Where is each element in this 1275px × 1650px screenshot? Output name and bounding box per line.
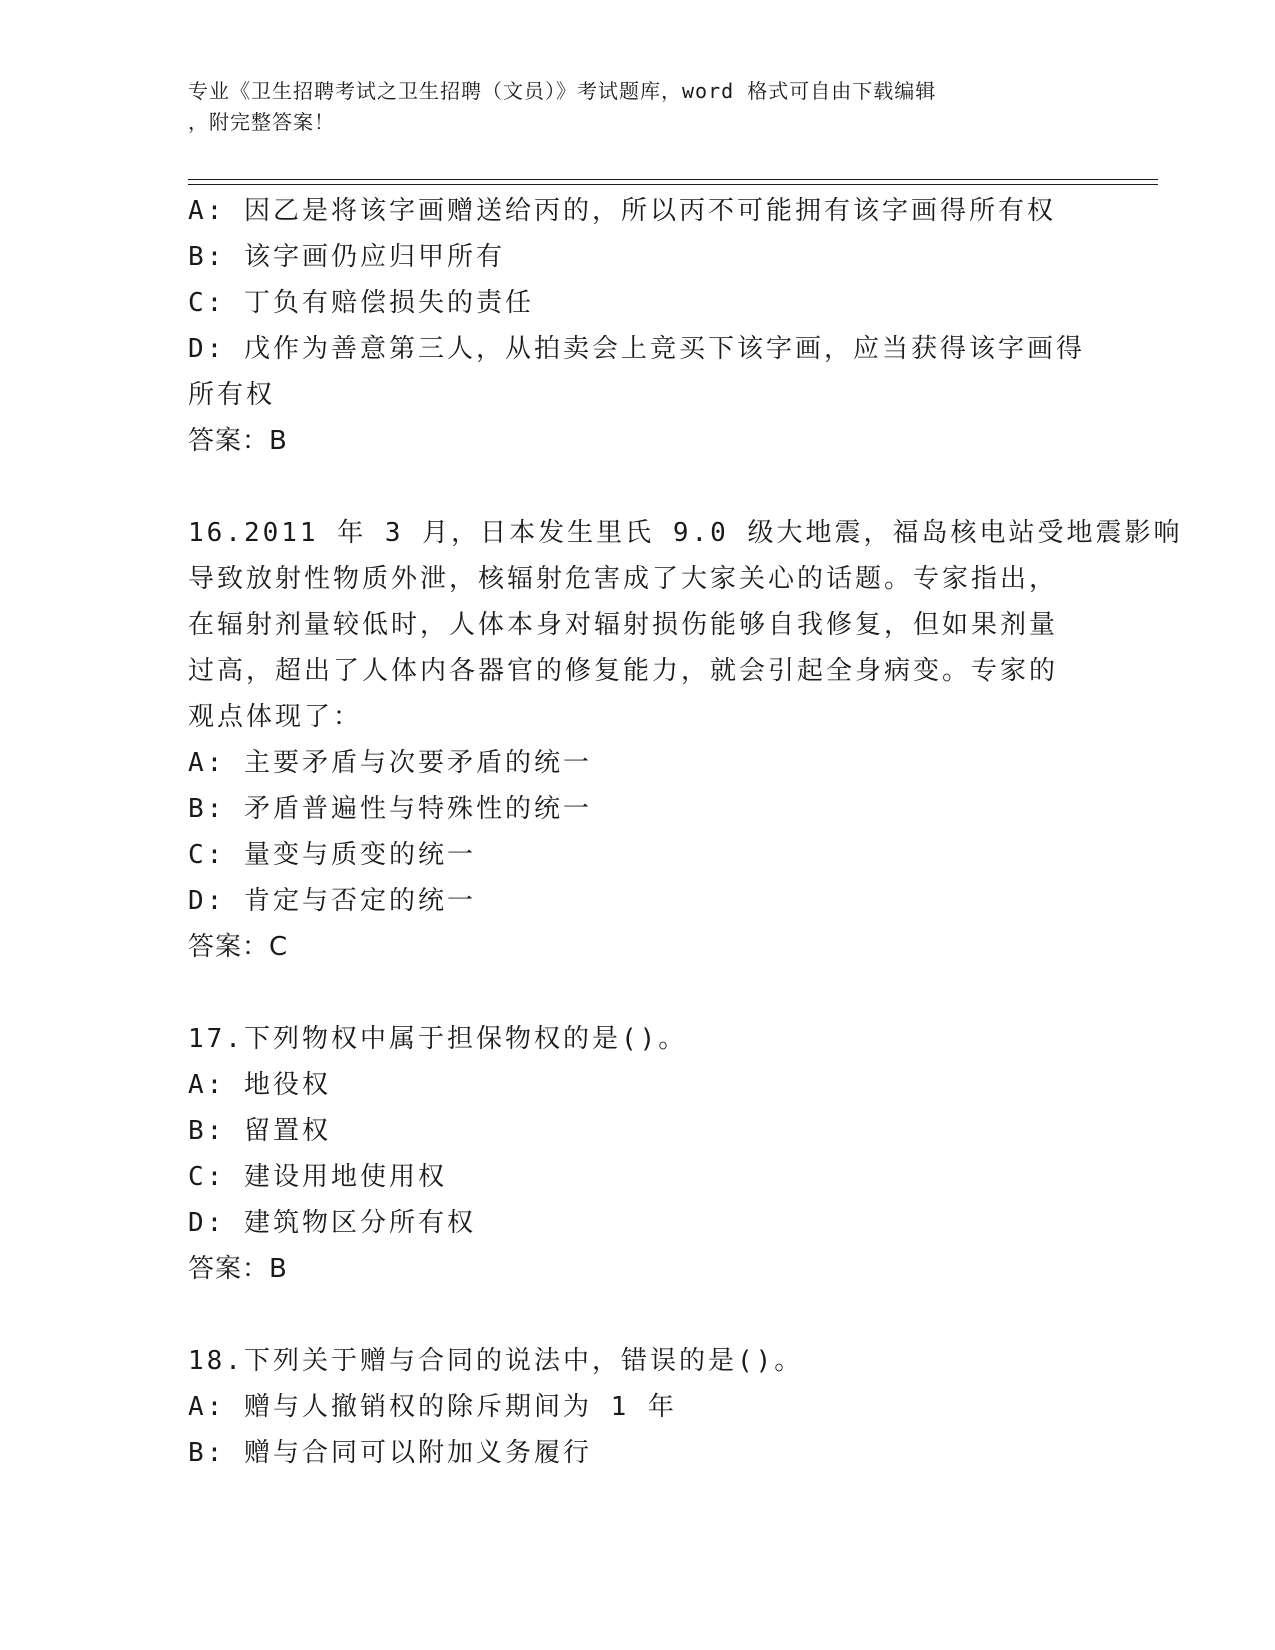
question-text-line: 过高，超出了人体内各器官的修复能力，就会引起全身病变。专家的 — [188, 656, 1059, 686]
header-line-1: 专业《卫生招聘考试之卫生招聘（文员）》考试题库，word 格式可自由下载编辑 — [188, 79, 937, 103]
document-body — [188, 188, 1183, 1476]
spacer — [188, 970, 1088, 1016]
option-b: B: 矛盾普遍性与特殊性的统一 — [188, 794, 592, 824]
spacer — [188, 1292, 1088, 1338]
document-header — [188, 76, 1088, 138]
answer: 答案：B — [188, 426, 288, 456]
answer: 答案：C — [188, 932, 289, 962]
option-d: D: 肯定与否定的统一 — [188, 886, 476, 916]
option-b: B: 留置权 — [188, 1116, 331, 1146]
question-text-line: 在辐射剂量较低时，人体本身对辐射损伤能够自我修复，但如果剂量 — [188, 610, 1059, 640]
option-a: A: 因乙是将该字画赠送给丙的，所以丙不可能拥有该字画得所有权 — [188, 196, 1056, 226]
option-b: B: 该字画仍应归甲所有 — [188, 242, 505, 272]
spacer — [188, 464, 1088, 510]
header-divider-bottom — [188, 184, 1158, 185]
option-d: D: 戊作为善意第三人，从拍卖会上竞买下该字画，应当获得该字画得 — [188, 334, 1085, 364]
option-c: C: 建设用地使用权 — [188, 1162, 447, 1192]
option-c: C: 丁负有赔偿损失的责任 — [188, 288, 534, 318]
question-text-line: 18.下列关于赠与合同的说法中，错误的是()。 — [188, 1346, 804, 1376]
header-line-2: ，附完整答案！ — [188, 110, 335, 134]
answer: 答案：B — [188, 1254, 288, 1284]
option-a: A: 地役权 — [188, 1070, 331, 1100]
question-16 — [188, 510, 1183, 970]
option-c: C: 量变与质变的统一 — [188, 840, 476, 870]
question-text-line: 观点体现了： — [188, 702, 363, 732]
question-15 — [188, 188, 1088, 464]
question-18 — [188, 1338, 1088, 1476]
question-17 — [188, 1016, 1088, 1292]
header-divider-top — [188, 179, 1158, 180]
option-a: A: 赠与人撤销权的除斥期间为 1 年 — [188, 1392, 677, 1422]
option-a: A: 主要矛盾与次要矛盾的统一 — [188, 748, 592, 778]
question-text-line: 17.下列物权中属于担保物权的是()。 — [188, 1024, 688, 1054]
question-text-line: 导致放射性物质外泄，核辐射危害成了大家关心的话题。专家指出， — [188, 564, 1059, 594]
option-b: B: 赠与合同可以附加义务履行 — [188, 1438, 592, 1468]
question-text-line: 16.2011 年 3 月，日本发生里氏 9.0 级大地震，福岛核电站受地震影响 — [188, 518, 1183, 548]
option-d: D: 建筑物区分所有权 — [188, 1208, 476, 1238]
option-d-continued: 所有权 — [188, 380, 276, 410]
